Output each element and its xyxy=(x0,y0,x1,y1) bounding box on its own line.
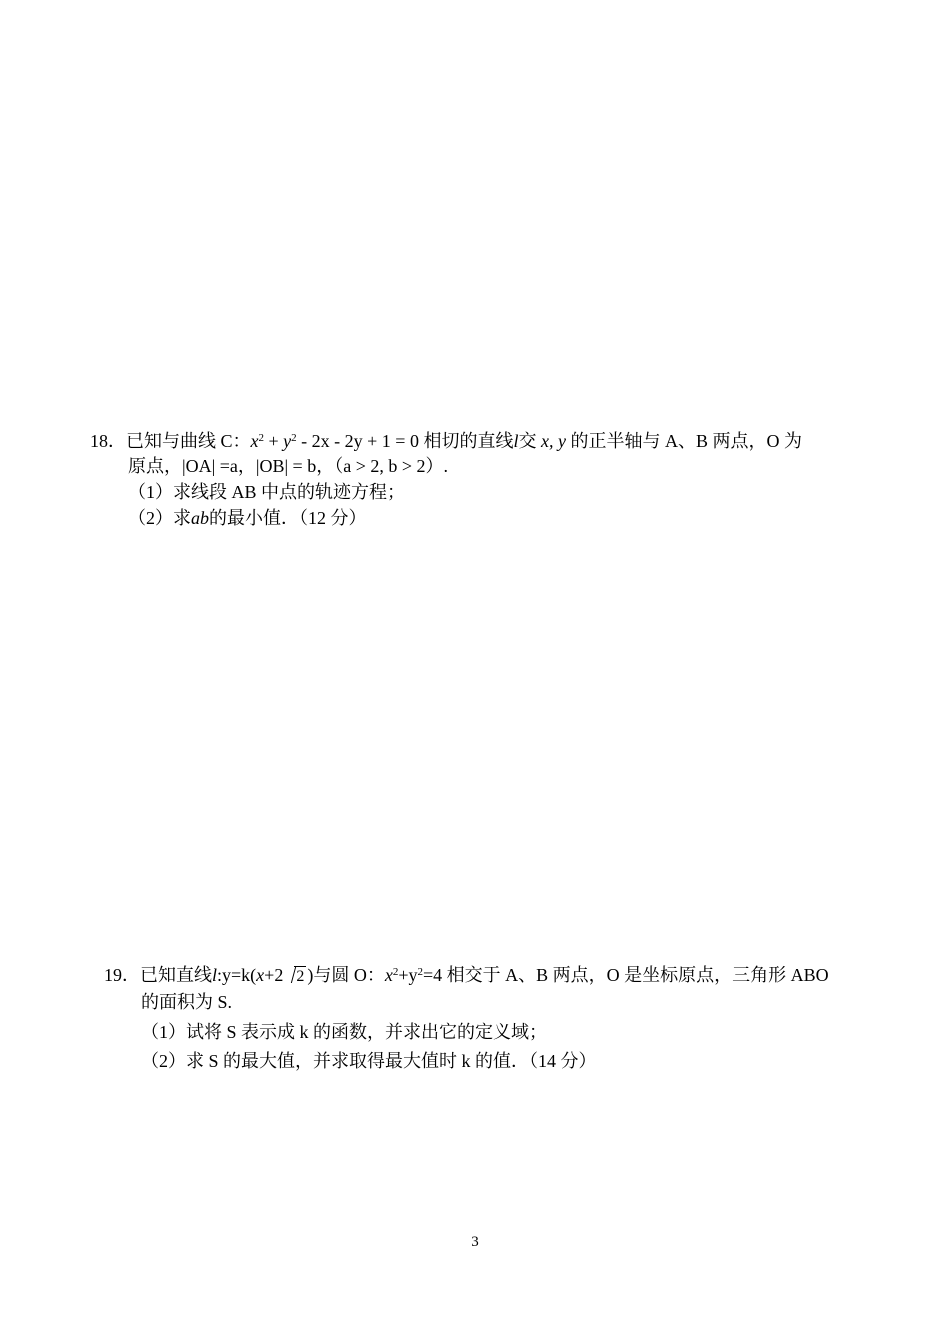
q18-eq-y-exp: 2 xyxy=(291,432,297,444)
q18-part-1: （1）求线段 AB 中点的轨迹方程； xyxy=(128,482,406,502)
q18-part2-ab: ab xyxy=(191,508,209,528)
q18-suffix: 的正半轴与 A、B 两点，O 为 xyxy=(570,431,802,451)
q19-circle-y-exp: 2 xyxy=(417,966,423,978)
q18-part2-prefix: （2）求 xyxy=(128,508,191,528)
q19-eq-a: :y=k( xyxy=(217,965,257,985)
q18-eq-rest: - 2x - 2y + 1 = 0 xyxy=(296,431,419,451)
q19-line-l: l xyxy=(212,965,218,985)
q19-part-1: （1）试将 S 表示成 k 的函数，并求出它的定义域； xyxy=(141,1022,548,1042)
q19-prefix: 19．已知直线 xyxy=(104,965,212,985)
page-number: 3 xyxy=(471,1234,479,1250)
q18-eq-x: x xyxy=(250,431,259,451)
q18-mid: 相切的直线 xyxy=(418,431,514,451)
q18-line-2: 原点，|OA| =a，|OB| = b，（a > 2, b > 2）. xyxy=(128,456,449,476)
q18-axes: x, y xyxy=(536,431,571,451)
q18-line-l: l xyxy=(513,431,519,451)
q19-eq-b: +2 xyxy=(264,965,284,985)
sqrt-symbol xyxy=(284,963,306,987)
sqrt-value: 2 xyxy=(296,968,305,985)
q19-line-2: 的面积为 S. xyxy=(141,992,233,1012)
q18-prefix: 18．已知与曲线 C： xyxy=(90,431,251,451)
q18-part2-suffix: 的最小值．（12 分） xyxy=(209,508,367,528)
q18-eq-plus: + xyxy=(264,431,284,451)
q19-line-1 xyxy=(104,960,829,987)
q19-circle-rest: +y xyxy=(398,965,418,985)
q18-eq-x-exp: 2 xyxy=(258,432,265,444)
q18-eq-y: y xyxy=(283,431,292,451)
q19-eq-x: x xyxy=(256,965,265,985)
q18-line-1 xyxy=(90,426,802,453)
q19-circle-x-exp: 2 xyxy=(392,966,399,978)
q19-circle-end: =4 相交于 A、B 两点，O 是坐标原点，三角形 ABO xyxy=(422,965,829,985)
q19-circle-x: x xyxy=(384,965,393,985)
q19-part-2: （2）求 S 的最大值，并求取得最大值时 k 的值．（14 分） xyxy=(141,1051,597,1071)
q19-eq-c: )与圆 O： xyxy=(307,965,385,985)
q18-part-2 xyxy=(128,506,367,530)
q18-jiao: 交 xyxy=(518,431,537,451)
